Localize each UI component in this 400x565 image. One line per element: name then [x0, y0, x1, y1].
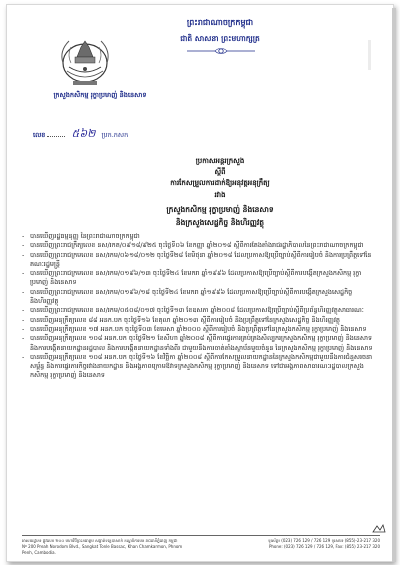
page-edge: [392, 8, 396, 562]
ornament-divider-icon: [185, 47, 257, 55]
address-km: អាសយដ្ឋាន៖ ផ្លូវលេខ ២០០ មហាវិថីព្រះនរោត្តម សង្កាត់ទន្លេបាសាក់ ខណ្ឌចំការមន រាជធានីភ្នំពេញ កម្ពុជា: [22, 538, 178, 543]
list-item: - បានឃើញអនុក្រឹត្យលេខ ១០៨ អនក.បក ចុះថ្ងៃទី២១ ខែសីហា ឆ្នាំ២០០៨ ស្តីពីការផ្ទេរការគ្រប់គ្រងសិល្បករក្រសួងកសិកម្ម រុក្ខាប្រមាញ់ និងនេសាទ និងការបង្កើតនាយកដ្ឋានរដ្ឋបាល និងការបង្កើតនាយកដ្ឋានទាំងពីរ ជាមួយនឹងការចាត់តាំងស្ថាប័នមួយចំនួន នៃក្រសួងកសិកម្ម រុក្ខាប្រមាញ់ និងនេសាទ: [20, 334, 376, 353]
list-item: - បានឃើញព្រះរាជក្រមលេខ នស/រកម/០៦១៨/០១២ ចុះថ្ងៃទី២៨ ខែមិថុនា ឆ្នាំ២០១៨ ដែលប្រកាសឱ្យប្រើច្បាប់ស្តីពីការរៀបចំ និងការប្រព្រឹត្តទៅនៃគណៈរដ្ឋមន្ត្រី: [20, 251, 376, 270]
phone-km: ទូរស័ព្ទ៖ (023) 726 129 / 726 129 ទូរសារ៖ (855)-23-217 320: [268, 538, 380, 543]
list-item: - បានឃើញអនុក្រឹត្យលេខ ១០៨ អនក.បក ចុះថ្ងៃទី១៦ ខែវិច្ឆិកា ឆ្នាំ២០០៨ ស្តីពីការកែសម្រួលនាយកដ្ឋាននៃក្រសួងកសិកម្មជាមួយនឹងការជំនួសរចនាសម្ព័ន្ធ និងការផ្ទេរភារកិច្ចរវាងនាយកដ្ឋាន និងអង្គភាពក្រោមឱវាទក្រសួងកសិកម្ម រុក្ខាប្រមាញ់ និងនេសាទ ទៅជាអង្គភាពសាធារណៈរដ្ឋបាលក្រសួងកសិកម្ម រុក្ខាប្រមាញ់ និងនេសាទ: [20, 353, 376, 381]
list-item: - បានឃើញរដ្ឋធម្មនុញ្ញ នៃព្រះរាជាណាចក្រកម្ពុជា: [20, 232, 376, 241]
number-label: លេខ: [33, 131, 46, 139]
list-item: - បានឃើញអនុក្រឹត្យលេខ ១៧ អនក.បក ចុះថ្ងៃទី០៣ ខែមេសា ឆ្នាំ២០០០ ស្តីពីការរៀបចំ និងប្រព្រឹត្តទៅនៃក្រសួងកសិកម្ម រុក្ខាប្រមាញ់ និងនេសាទ: [20, 325, 376, 334]
list-item: - បានឃើញព្រះរាជក្រឹត្យលេខ នស/រកត/០៩១៨/៩២៥ ចុះថ្ងៃទី០៦ ខែកញ្ញា ឆ្នាំ២០១៨ ស្តីពីការតែងតាំងរាជរដ្ឋាភិបាលនៃព្រះរាជាណាចក្រកម្ពុជា: [20, 241, 376, 250]
number-suffix: ប្រក.កសក: [101, 131, 129, 139]
footer-contact: [210, 538, 380, 550]
kingdom-heading: ព្រះរាជាណាចក្រកម្ពុជា: [186, 18, 254, 27]
title-line-1: ប្រកាសអន្តរក្រសួង: [195, 157, 245, 165]
title-line-3: ការកែសម្រួលការដាក់ឱ្យអនុវត្តអនុក្រឹត្យ: [170, 179, 270, 187]
list-item: - បានឃើញព្រះរាជក្រមលេខ នស/រកម/០៥០៨/០១៧ ចុះថ្ងៃទី១៣ ខែឧសភា ឆ្នាំ២០០៨ ដែលប្រកាសឱ្យប្រើច្បាប់ស្តីពីប្រព័ន្ធហិរញ្ញវត្ថុសាធារណៈ: [20, 306, 376, 315]
document-number: [33, 127, 128, 143]
ministry-emblem-icon: [55, 33, 115, 89]
footer-divider: [22, 535, 380, 536]
phone-en: Phone: (023) 726 129 / 726 129, Fax: (855) 23-217 320: [268, 544, 380, 549]
title-line-4: រវាង: [214, 191, 226, 199]
title-line-2: ស្តីពី: [214, 168, 226, 176]
list-item: - បានឃើញអនុក្រឹត្យលេខ ៨៨ អនក.បក ចុះថ្ងៃទី១៦ ខែតុលា ឆ្នាំ២០១៣ ស្តីពីការរៀបចំ និងប្រព្រឹត្តទៅនៃក្រសួងសេដ្ឋកិច្ច និងហិរញ្ញវត្ថុ: [20, 316, 376, 325]
list-item: - បានឃើញព្រះរាជក្រមលេខ នស/រកម/០១៩៦/១៣ ចុះថ្ងៃទី២៤ ខែមករា ឆ្នាំ១៩៩៦ ដែលប្រកាសឱ្យប្រើច្បាប់ស្តីពីការបង្កើតក្រសួងកសិកម្ម រុក្ខាប្រមាញ់ និងនេសាទ: [20, 269, 376, 288]
title-line-6: និងក្រសួងសេដ្ឋកិច្ច និងហិរញ្ញវត្ថុ: [175, 218, 265, 227]
list-item: - បានឃើញព្រះរាជក្រមលេខ នស/រកម/០១៩៦/១៨ ចុះថ្ងៃទី២៤ ខែមករា ឆ្នាំ១៩៩៦ ដែលប្រកាសឱ្យប្រើច្បាប់ស្តីពីការបង្កើតក្រសួងសេដ្ឋកិច្ច និងហិរញ្ញវត្ថុ: [20, 288, 376, 307]
preamble-list: [20, 232, 376, 381]
address-en: Nº 200 Preah Norodom Blvd., Sangkat Tonle Bassac, Khan Chamkarmon, Phnom Penh, Cambodia.: [22, 544, 183, 555]
dotted-line: [47, 136, 65, 137]
ministry-name: ក្រសួងកសិកម្ម រុក្ខាប្រមាញ់ និងនេសាទ: [53, 91, 147, 99]
title-line-5: ក្រសួងកសិកម្ម រុក្ខាប្រមាញ់ និងនេសាទ: [166, 205, 274, 214]
footer-address: [22, 538, 192, 556]
side-mark: [368, 40, 371, 70]
national-motto: ជាតិ សាសនា ព្រះមហាក្សត្រ: [180, 34, 260, 43]
footer-logo-icon: [372, 524, 386, 533]
number-value: ៥៦២: [71, 127, 96, 140]
